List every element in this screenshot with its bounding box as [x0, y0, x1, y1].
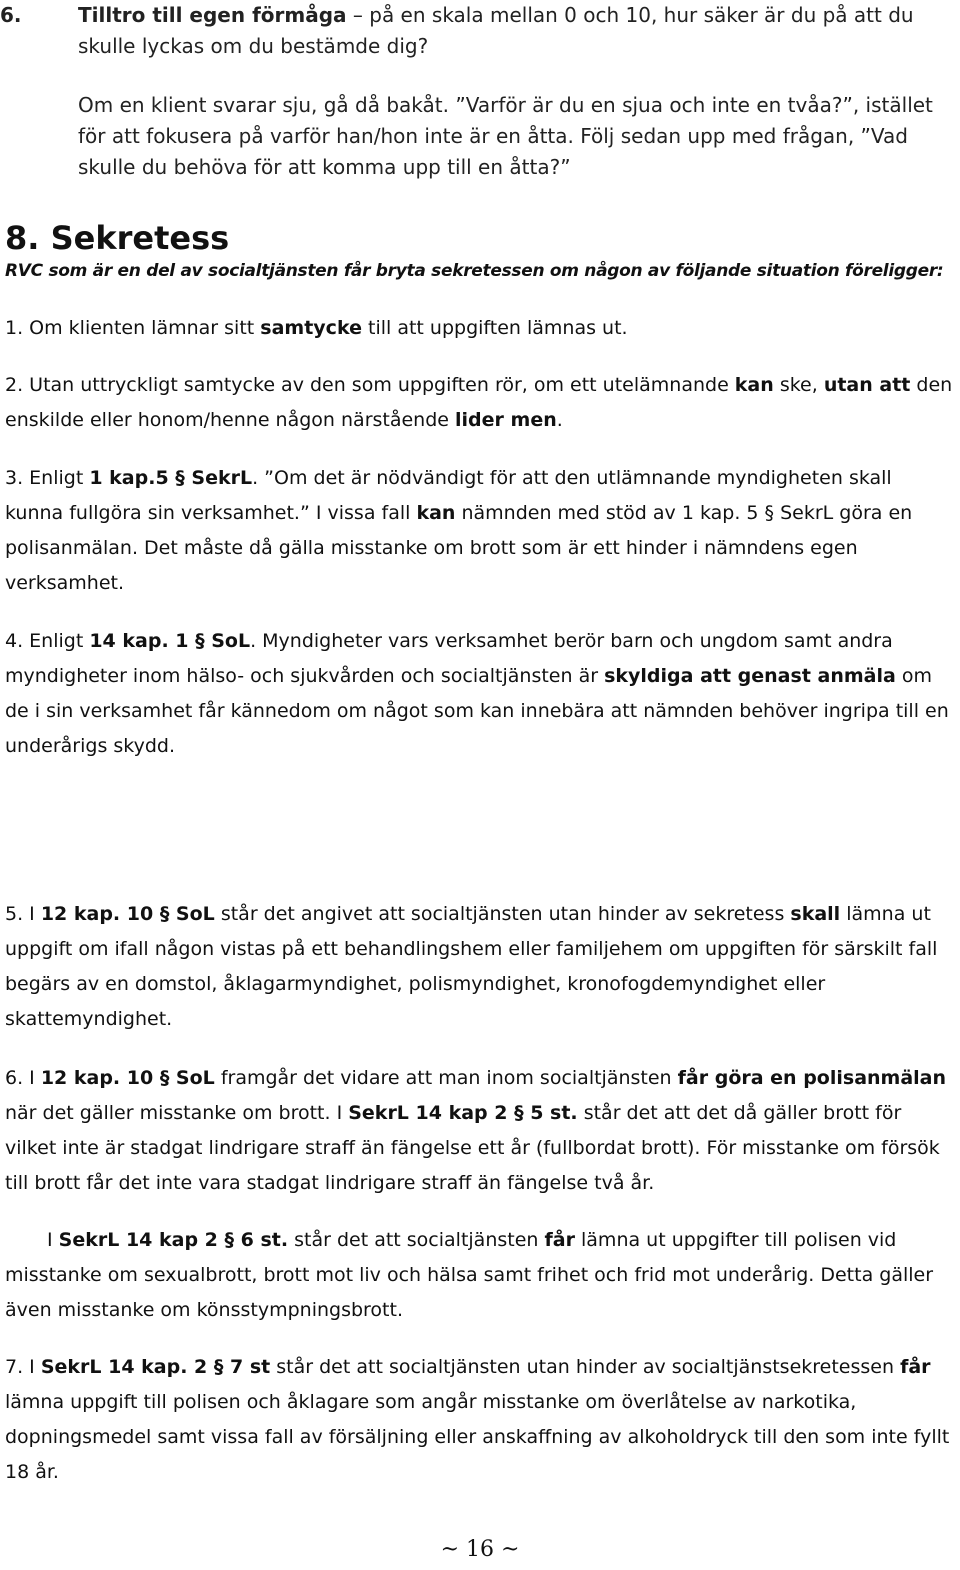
list-item-4 [5, 624, 955, 764]
section-title: Tilltro till egen förmåga [78, 3, 347, 27]
text-run: 6. I [5, 1067, 41, 1089]
text-run: står det att socialtjänsten [288, 1229, 545, 1251]
section-question: – på en skala mellan 0 och 10, hur säker är du på att du skulle lyckas om du bestämde dig? [78, 3, 914, 58]
list-item-5 [5, 897, 955, 1037]
bold-text: SekrL 14 kap. 2 § 7 st [40, 1356, 271, 1378]
text-run: står det att socialtjänsten utan hinder av socialtjänstsekretessen [270, 1356, 901, 1378]
text-run: 7. I [5, 1356, 41, 1378]
bold-text: skall [790, 903, 841, 925]
text-run: I [47, 1229, 59, 1251]
list-item-7 [5, 1350, 955, 1490]
bold-text: SekrL 14 kap 2 § 5 st. [348, 1102, 578, 1124]
bold-text: kan [734, 374, 774, 396]
list-item-2 [5, 368, 955, 438]
text-run: . [556, 409, 563, 431]
section-number: 6. [0, 3, 22, 27]
section-6-question [78, 0, 958, 62]
bold-text: 14 kap. 1 § SoL [89, 630, 251, 652]
list-item-3 [5, 461, 955, 601]
text-run: till att uppgiften lämnas ut. [361, 317, 628, 339]
list-item-6-continued [5, 1223, 955, 1328]
text-run: lämna ut uppgifter till polisen vid misstanke om sexualbrott, brott mot liv och hälsa samt frihet och frid mot underårig. Detta gäller även misstanke om könsstympningsbrott. [5, 1229, 934, 1321]
text-run: . ”Om det är nödvändigt för att den utlämnande myndigheten skall kunna fullgöra sin verksamhet.” I vissa fall [5, 467, 892, 524]
section-heading: 8. Sekretess [5, 219, 230, 257]
text-run: står det att det då gäller brott för vilket inte är stadgat lindrigare straff än fängelse ett år (fullbordat brott). För misstanke om försök till brott får det inte vara stadgat lindrigare straff än fängelse två år. [5, 1102, 940, 1194]
list-item-6 [5, 1061, 955, 1201]
page-number: ~ 16 ~ [440, 1537, 520, 1562]
section-6-note: Om en klient svarar sju, gå då bakåt. ”Varför är du en sjua och inte en tvåa?”, istället för att fokusera på varför han/hon inte är en åtta. Följ sedan upp med frågan, ”Vad skulle du behöva för att komma upp till en åtta?” [78, 93, 933, 179]
bold-text: 1 kap.5 § SekrL [89, 467, 253, 489]
bold-text: samtycke [260, 317, 362, 339]
text-run: 5. I [5, 903, 41, 925]
section-6 [0, 0, 958, 183]
text-run: framgår det vidare att man inom socialtjänsten [214, 1067, 678, 1089]
bold-text: SekrL 14 kap 2 § 6 st. [58, 1229, 289, 1251]
bold-text: lider men [455, 409, 557, 431]
text-run: om de i sin verksamhet får kännedom om något som kan innebära att nämnden behöver ingripa till en underårigs skydd. [5, 665, 949, 757]
text-run: lämna uppgift till polisen och åklagare som angår misstanke om överlåtelse av narkotika, dopningsmedel samt vissa fall av försäljning eller anskaffning av alkoholdryck till den som inte fyllt 18 år. [5, 1391, 950, 1483]
bold-text: kan [416, 502, 456, 524]
text-run: lämna ut uppgift om ifall någon vistas på ett behandlingshem eller familjehem om uppgiften för särskilt fall begärs av en domstol, åklagarmyndighet, polismyndighet, kronofogdemyndighet eller skattemyndighet. [5, 903, 938, 1030]
bold-text: 12 kap. 10 § SoL [40, 1067, 215, 1089]
text-run: 2. Utan uttryckligt samtycke av den som uppgiften rör, om ett utelämnande [5, 374, 735, 396]
text-run: nämnden med stöd av 1 kap. 5 § SekrL göra en polisanmälan. Det måste då gälla misstanke om brott som är ett hinder i nämndens egen verksamhet. [5, 502, 913, 594]
text-run: 4. Enligt [5, 630, 90, 652]
bold-text: får [900, 1356, 931, 1378]
bold-text: skyldiga att genast anmäla [604, 665, 896, 687]
text-run: ske, [773, 374, 824, 396]
text-run: . Myndigheter vars verksamhet berör barn och ungdom samt andra myndigheter inom hälso- och sjukvården och socialtjänsten är [5, 630, 893, 687]
text-run: när det gäller misstanke om brott. I [5, 1102, 349, 1124]
bold-text: får göra en polisanmälan [677, 1067, 947, 1089]
bold-text: utan att [823, 374, 911, 396]
text-run: 3. Enligt [5, 467, 90, 489]
list-item-1 [5, 311, 955, 346]
section-subheading: RVC som är en del av socialtjänsten får bryta sekretessen om någon av följande situation föreligger: [5, 261, 944, 281]
bold-text: får [544, 1229, 575, 1251]
text-run: 1. Om klienten lämnar sitt [5, 317, 261, 339]
text-run: den enskilde eller honom/henne någon närstående [5, 374, 953, 431]
bold-text: 12 kap. 10 § SoL [40, 903, 215, 925]
text-run: står det angivet att socialtjänsten utan hinder av sekretess [214, 903, 791, 925]
